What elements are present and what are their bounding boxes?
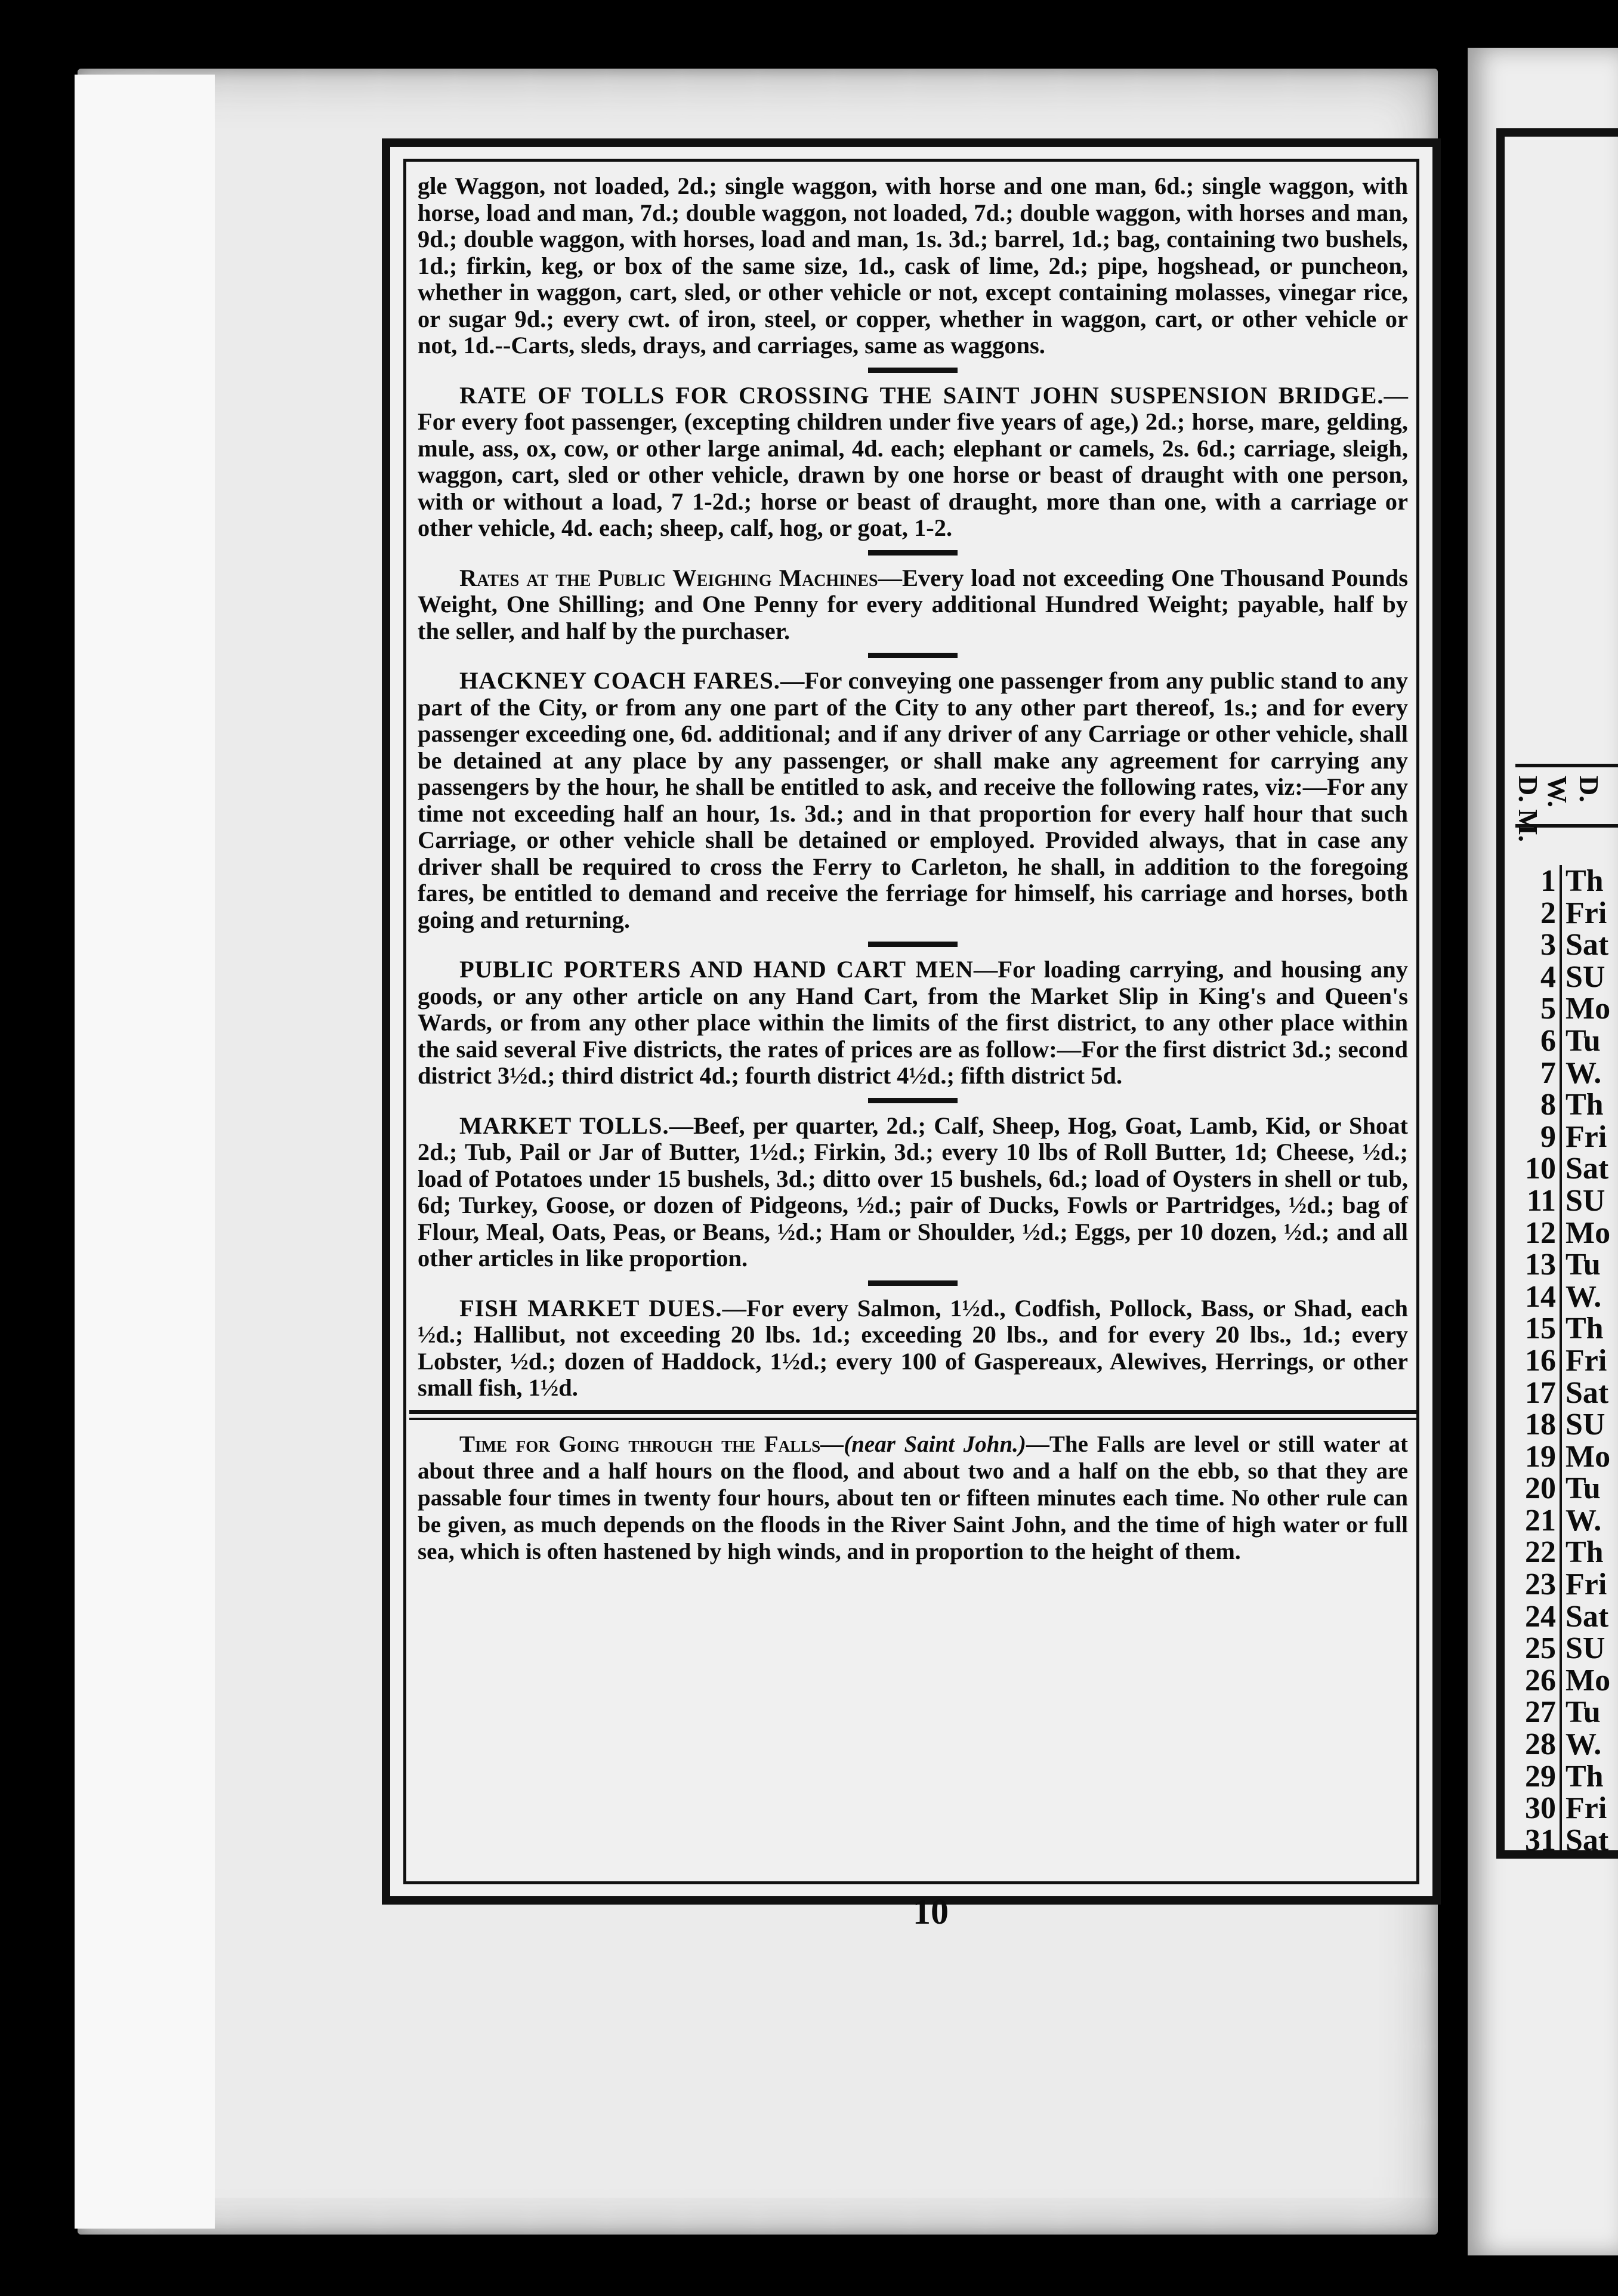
section-divider	[868, 368, 958, 373]
calendar-day-row	[1508, 1729, 1618, 1761]
calendar-weekday: Mo	[1565, 1439, 1611, 1474]
calendar-weekday: Th	[1565, 1088, 1604, 1122]
calendar-weekday: Sat	[1565, 1152, 1609, 1186]
calendar-day-row	[1508, 1281, 1618, 1313]
calendar-day-number: 19	[1508, 1441, 1562, 1473]
calendar-day-row	[1508, 1505, 1618, 1537]
calendar-weekday: Tu	[1565, 1023, 1601, 1058]
section-divider	[868, 1280, 958, 1286]
calendar-day-row	[1508, 1089, 1618, 1121]
calendar-day-number: 14	[1508, 1281, 1562, 1313]
section-divider	[868, 1098, 958, 1103]
calendar-weekday: SU	[1565, 1631, 1605, 1666]
calendar-day-number: 24	[1508, 1601, 1562, 1633]
calendar-day-number: 25	[1508, 1632, 1562, 1665]
market-section	[418, 1113, 1408, 1272]
calendar-day-row	[1508, 1536, 1618, 1569]
calendar-day-number: 16	[1508, 1345, 1562, 1377]
calendar-day-row	[1508, 1313, 1618, 1345]
calendar-weekday: Sat	[1565, 1823, 1609, 1857]
calendar-day-row	[1508, 1121, 1618, 1153]
calendar-day-row	[1508, 1377, 1618, 1409]
calendar-weekday: Th	[1565, 1759, 1604, 1794]
calendar-day-number: 4	[1508, 961, 1562, 993]
calendar-weekday: Sat	[1565, 1375, 1609, 1410]
calendar-day-number: 5	[1508, 993, 1562, 1025]
calendar-day-row	[1508, 897, 1618, 930]
fish-text: —For every Salmon, 1½d., Codfish, Pollock, Bass, or Shad, each ½d.; Hallibut, not exceeding 20 lbs. 1d.; exceeding 20 lbs., and for every 20 lbs., 1d.; every Lobster, ½d.; dozen of Haddock, 1½d.; every 100 of Gaspereaux, Alewives, Herrings, or other small fish, 1½d.	[418, 1294, 1408, 1401]
calendar-col-dw: D. W.	[1542, 776, 1604, 808]
calendar-day-row	[1508, 1441, 1618, 1473]
calendar-weekday: Mo	[1565, 1215, 1611, 1250]
porters-text: —For loading carrying, and housing any goods, or any other article on any Hand Cart, from the Market Slip in King's and Queen's Wards, or from any other place within the limits of the first district, to any other place within the said several Five districts, the rates of prices are as follow:—For the first district 3d.; second district 3½d.; third district 4d.; fourth district 4½d.; fifth district 5d.	[418, 956, 1408, 1089]
calendar-day-row	[1508, 1249, 1618, 1281]
calendar-weekday: Fri	[1565, 1119, 1607, 1154]
calendar-day-row	[1508, 1792, 1618, 1825]
calendar-day-number: 1	[1508, 865, 1562, 897]
calendar-day-number: 6	[1508, 1025, 1562, 1057]
calendar-weekday: Mo	[1565, 992, 1611, 1026]
calendar-day-row	[1508, 865, 1618, 897]
calendar-day-row	[1508, 1825, 1618, 1857]
calendar-weekday: Tu	[1565, 1695, 1601, 1730]
calendar-weekday: Mo	[1565, 1663, 1611, 1698]
calendar-day-row	[1508, 1761, 1618, 1793]
market-text: —Beef, per quarter, 2d.; Calf, Sheep, Hog, Goat, Lamb, Kid, or Shoat 2d.; Tub, Pail or Jar of Butter, 1½d.; Firkin, 3d.; every 10 lbs of Roll Butter, 1d; Cheese, ½d.; load of Potatoes under 15 bushels, 3d.; ditto over 15 bushels, 6d.; load of Oysters in shell or tub, 6d; Turkey, Goose, or dozen of Pidgeons, ½d.; pair of Ducks, Fowls or Partridges, ½d.; bag of Flour, Meal, Oats, Peas, or Beans, ½d.; Ham or Shoulder, ½d.; Eggs, per 10 dozen, ½d.; and all other articles in like proportion.	[418, 1112, 1408, 1272]
section-divider	[868, 942, 958, 947]
double-divider	[409, 1410, 1416, 1420]
section-divider	[868, 653, 958, 658]
calendar-weekday: Tu	[1565, 1248, 1601, 1282]
calendar-weekday: W.	[1565, 1727, 1602, 1762]
calendar-day-number: 8	[1508, 1089, 1562, 1121]
calendar-weekday: Fri	[1565, 1343, 1607, 1378]
calendar-day-number: 11	[1508, 1185, 1562, 1217]
calendar-day-row	[1508, 1665, 1618, 1697]
calendar-day-number: 23	[1508, 1569, 1562, 1601]
calendar-day-number: 9	[1508, 1121, 1562, 1153]
fish-heading: FISH MARKET DUES.	[459, 1294, 722, 1322]
calendar-day-number: 20	[1508, 1473, 1562, 1505]
calendar-day-row	[1508, 1217, 1618, 1249]
calendar-day-number: 31	[1508, 1825, 1562, 1857]
weighing-heading: Rates at the Public Weighing Machines	[459, 564, 878, 591]
calendar-col-dm: D. M.	[1513, 776, 1543, 843]
bridge-text: —For every foot passenger, (excepting children under five years of age,) 2d.; horse, mare, gelding, mule, ass, ox, cow, or other large animal, 4d. each; elephant or camels, 2s. 6d.; carriage, sleigh, waggon, cart, sled or other vehicle, drawn by one horse or beast of draught with one person, with or without a load, 7 1-2d.; horse or beast of draught, more than one, with a carriage or other vehicle, 4d. each; sheep, calf, hog, or goat, 1-2.	[418, 381, 1408, 541]
calendar-day-number: 29	[1508, 1761, 1562, 1793]
calendar-day-row	[1508, 961, 1618, 993]
calendar-days	[1508, 865, 1618, 1856]
calendar-day-number: 22	[1508, 1536, 1562, 1569]
calendar-weekday: SU	[1565, 1183, 1605, 1218]
calendar-day-number: 30	[1508, 1792, 1562, 1825]
calendar-weekday: Th	[1565, 1535, 1604, 1570]
tolls-content	[418, 173, 1408, 1565]
weighing-text: —Every load not exceeding One Thousand Pounds Weight, One Shilling; and One Penny for every additional Hundred Weight; payable, half by the seller, and half by the purchaser.	[418, 564, 1408, 644]
falls-subheading: —(near Saint John.)	[820, 1431, 1026, 1457]
calendar-day-number: 13	[1508, 1249, 1562, 1281]
hackney-section	[418, 668, 1408, 933]
calendar-day-row	[1508, 1153, 1618, 1185]
calendar-day-number: 21	[1508, 1505, 1562, 1537]
calendar-day-row	[1508, 1696, 1618, 1729]
porters-section	[418, 956, 1408, 1090]
calendar-weekday: Tu	[1565, 1471, 1601, 1506]
calendar-day-row	[1508, 1473, 1618, 1505]
hackney-text: —For conveying one passenger from any public stand to any part of the City, or from any one part of the City to any other part thereof, 1s.; and for every passenger exceeding one, 6d. additional; and if any driver of any Carriage or other vehicle, shall be detained at any place by any passenger, or shall make any agreement for carrying any passengers by the hour, he shall be entitled to ask, and receive the following rates, viz:—For any time not exceeding half an hour, 1s. 3d.; and in that proportion for every half hour that such Carriage, or other vehicle shall be detained or employed. Provided always, that in case any driver shall be required to cross the Ferry to Carleton, he shall, in addition to the foregoing fares, be entitled to demand and receive the ferriage for himself, his carriage and horses, both going and returning.	[418, 667, 1408, 933]
page-number: 10	[913, 1892, 949, 1931]
calendar-day-number: 7	[1508, 1057, 1562, 1090]
calendar-day-number: 10	[1508, 1153, 1562, 1185]
calendar-day-row	[1508, 1569, 1618, 1601]
waggon-tolls-text: gle Waggon, not loaded, 2d.; single waggon, with horse and one man, 6d.; single waggon, with horse, load and man, 7d.; double waggon, not loaded, 7d.; double waggon, with horses and man, 9d.; double waggon, with horses, load and man, 1s. 3d.; barrel, 1d.; bag, containing two bushels, 1d.; firkin, keg, or box of the same size, 1d., cask of lime, 2d.; pipe, hogshead, or puncheon, whether in waggon, cart, sled, or other vehicle or not, except containing molasses, vinegar rice, or sugar 9d.; every cwt. of iron, steel, or copper, whether in waggon, cart, or other vehicle or not, 1d.--Carts, sleds, drays, and carriages, same as waggons.	[418, 172, 1408, 359]
bridge-section	[418, 382, 1408, 542]
calendar-day-number: 2	[1508, 897, 1562, 930]
calendar-day-row	[1508, 1409, 1618, 1441]
bridge-heading: RATE OF TOLLS FOR CROSSING THE SAINT JOHN SUSPENSION BRIDGE.	[459, 381, 1384, 409]
calendar-day-row	[1508, 1057, 1618, 1090]
calendar-day-number: 28	[1508, 1729, 1562, 1761]
calendar-weekday: SU	[1565, 959, 1605, 994]
falls-section	[418, 1431, 1408, 1565]
calendar-day-row	[1508, 1025, 1618, 1057]
calendar-day-row	[1508, 993, 1618, 1025]
calendar-header	[1513, 764, 1618, 843]
falls-text: —The Falls are level or still water at about three and a half hours on the flood, and about two and a half on the ebb, so that they are passable four times in twenty four hours, about ten or fifteen minutes each time. No other rule can be given, as much depends on the floods in the River Saint John, and the time of high water or full sea, which is often hastened by high winds, and in proportion to the height of them.	[418, 1431, 1408, 1564]
porters-heading: PUBLIC PORTERS AND HAND CART MEN	[459, 956, 974, 983]
weighing-section	[418, 565, 1408, 645]
calendar-weekday: Sat	[1565, 1599, 1609, 1634]
calendar-day-number: 17	[1508, 1377, 1562, 1409]
page-margin	[75, 75, 215, 2229]
fish-section	[418, 1295, 1408, 1402]
calendar-weekday: Th	[1565, 1311, 1604, 1346]
calendar-day-row	[1508, 1185, 1618, 1217]
calendar-weekday: Fri	[1565, 896, 1607, 930]
calendar-day-number: 12	[1508, 1217, 1562, 1249]
hackney-heading: HACKNEY COACH FARES.	[459, 667, 780, 694]
calendar-weekday: SU	[1565, 1408, 1605, 1442]
calendar-day-row	[1508, 1632, 1618, 1665]
calendar-day-number: 27	[1508, 1696, 1562, 1729]
calendar-day-row	[1508, 1345, 1618, 1377]
falls-heading: Time for Going through the Falls	[459, 1431, 821, 1457]
calendar-day-number: 15	[1508, 1313, 1562, 1345]
section-divider	[868, 550, 958, 556]
calendar-weekday: Fri	[1565, 1791, 1607, 1826]
calendar-day-row	[1508, 1601, 1618, 1633]
calendar-weekday: Th	[1565, 864, 1604, 898]
calendar-weekday: Fri	[1565, 1567, 1607, 1602]
calendar-day-number: 26	[1508, 1665, 1562, 1697]
calendar-weekday: W.	[1565, 1279, 1602, 1314]
calendar-day-number: 3	[1508, 929, 1562, 961]
calendar-day-row	[1508, 929, 1618, 961]
calendar-weekday: W.	[1565, 1503, 1602, 1538]
market-heading: MARKET TOLLS.	[459, 1112, 669, 1139]
calendar-weekday: W.	[1565, 1056, 1602, 1090]
calendar-day-number: 18	[1508, 1409, 1562, 1441]
calendar-weekday: Sat	[1565, 928, 1609, 962]
